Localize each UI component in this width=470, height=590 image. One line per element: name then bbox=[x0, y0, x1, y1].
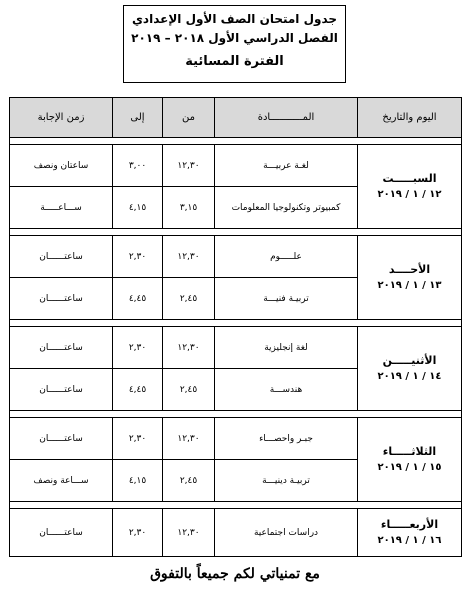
subject-cell: هندســـة bbox=[215, 369, 358, 411]
from-cell: ١٢,٣٠ bbox=[163, 327, 215, 369]
to-cell: ٤,٤٥ bbox=[113, 278, 163, 320]
day-cell bbox=[358, 418, 462, 502]
table-spacer bbox=[10, 411, 462, 418]
header-from: من bbox=[163, 98, 215, 138]
day-date: ١٥ / ١ / ٢٠١٩ bbox=[377, 462, 442, 473]
table-spacer bbox=[10, 229, 462, 236]
to-cell: ٤,٤٥ bbox=[113, 369, 163, 411]
from-cell: ١٢,٣٠ bbox=[163, 418, 215, 460]
to-cell: ٢,٣٠ bbox=[113, 418, 163, 460]
day-name: الثلاثـــــاء bbox=[382, 445, 437, 458]
header-box bbox=[123, 5, 346, 83]
day-date: ١٤ / ١ / ٢٠١٩ bbox=[377, 371, 442, 382]
from-cell: ٢,٤٥ bbox=[163, 369, 215, 411]
day-cell bbox=[358, 509, 462, 557]
table-row bbox=[10, 145, 462, 187]
duration-cell: ســـاعة ونصف bbox=[10, 460, 113, 502]
header-day-date: اليوم والتاريخ bbox=[358, 98, 462, 138]
header-duration: زمن الإجابة bbox=[10, 98, 113, 138]
table-header-row bbox=[10, 98, 462, 138]
period-label: الفترة المسائية bbox=[185, 54, 284, 69]
day-cell bbox=[358, 327, 462, 411]
header-subject: المـــــــــــادة bbox=[215, 98, 358, 138]
duration-cell: ساعتــــــان bbox=[10, 418, 113, 460]
subject-cell: جبـر واحصـــاء bbox=[215, 418, 358, 460]
subject-cell: دراسات اجتماعية bbox=[215, 509, 358, 557]
day-name: السبـــــت bbox=[382, 172, 437, 185]
from-cell: ٣,١٥ bbox=[163, 187, 215, 229]
duration-cell: ساعتــــــان bbox=[10, 278, 113, 320]
exam-title: جدول امتحان الصف الأول الإعدادي bbox=[131, 12, 338, 26]
header-to: إلى bbox=[113, 98, 163, 138]
subject-cell: لغة إنجليزية bbox=[215, 327, 358, 369]
term-subtitle: الفصل الدراسي الأول ٢٠١٨ – ٢٠١٩ bbox=[131, 31, 338, 45]
table-row bbox=[10, 327, 462, 369]
from-cell: ١٢,٣٠ bbox=[163, 145, 215, 187]
day-cell bbox=[358, 236, 462, 320]
table-spacer bbox=[10, 320, 462, 327]
table-row bbox=[10, 236, 462, 278]
day-date: ١٢ / ١ / ٢٠١٩ bbox=[377, 189, 442, 200]
from-cell: ٢,٤٥ bbox=[163, 460, 215, 502]
day-cell bbox=[358, 145, 462, 229]
day-name: الأحــــد bbox=[388, 263, 431, 276]
duration-cell: ساعتــــــان bbox=[10, 369, 113, 411]
day-name: الأثنيـــــن bbox=[382, 354, 437, 367]
day-date: ١٦ / ١ / ٢٠١٩ bbox=[377, 535, 442, 546]
subject-cell: علـــــوم bbox=[215, 236, 358, 278]
table-spacer bbox=[10, 502, 462, 509]
subject-cell: تربيـة دينيـــة bbox=[215, 460, 358, 502]
to-cell: ٤,١٥ bbox=[113, 187, 163, 229]
day-name: الأربعـــــاء bbox=[380, 518, 439, 531]
subject-cell: لغـة عربيـــة bbox=[215, 145, 358, 187]
from-cell: ١٢,٣٠ bbox=[163, 236, 215, 278]
from-cell: ٢,٤٥ bbox=[163, 278, 215, 320]
to-cell: ٢,٣٠ bbox=[113, 327, 163, 369]
subject-cell: تربيـة فنيـــة bbox=[215, 278, 358, 320]
duration-cell: ساعتــــــان bbox=[10, 327, 113, 369]
from-cell: ١٢,٣٠ bbox=[163, 509, 215, 557]
exam-schedule-table bbox=[9, 97, 462, 557]
to-cell: ٤,١٥ bbox=[113, 460, 163, 502]
to-cell: ٣,٠٠ bbox=[113, 145, 163, 187]
closing-wishes: مع تمنياتي لكم جميعاً بالتفوق bbox=[150, 566, 320, 582]
table-row bbox=[10, 509, 462, 557]
duration-cell: ساعتــــــان bbox=[10, 509, 113, 557]
table-row bbox=[10, 418, 462, 460]
day-date: ١٣ / ١ / ٢٠١٩ bbox=[377, 280, 442, 291]
to-cell: ٢,٣٠ bbox=[113, 236, 163, 278]
duration-cell: ســـاعـــــة bbox=[10, 187, 113, 229]
subject-cell: كمبيوتر وتكنولوجيا المعلومات bbox=[215, 187, 358, 229]
table-spacer bbox=[10, 138, 462, 145]
duration-cell: ساعتان ونصف bbox=[10, 145, 113, 187]
to-cell: ٢,٣٠ bbox=[113, 509, 163, 557]
duration-cell: ساعتــــــان bbox=[10, 236, 113, 278]
